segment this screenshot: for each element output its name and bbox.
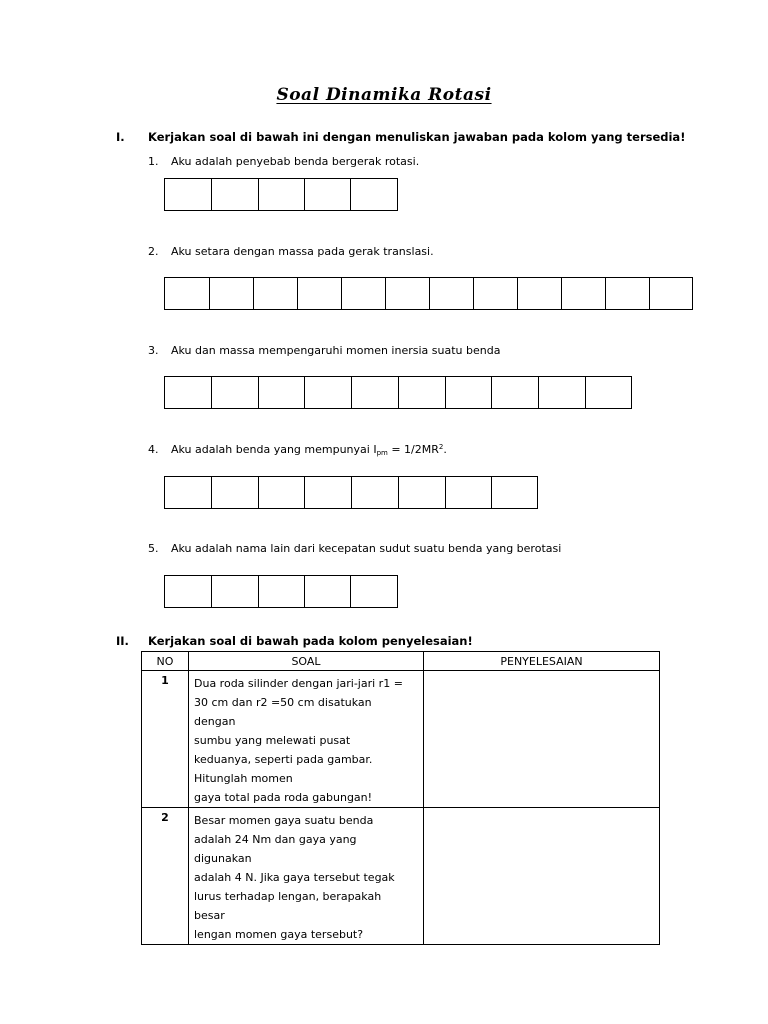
answer-boxes-4 [164, 476, 538, 509]
question-1-number: 1. [148, 155, 159, 168]
answer-box[interactable] [351, 476, 399, 509]
answer-box[interactable] [304, 575, 351, 608]
answer-box[interactable] [164, 376, 212, 409]
answer-box[interactable] [398, 476, 446, 509]
section-2-instruction: Kerjakan soal di bawah pada kolom penyelesaian! [148, 634, 473, 648]
answer-box[interactable] [209, 277, 254, 310]
solution-cell[interactable] [424, 808, 660, 945]
question-4-text-after: . [443, 443, 447, 456]
question-4-text-before: Aku adalah benda yang mempunyai I [171, 443, 377, 456]
answer-box[interactable] [491, 476, 538, 509]
table-row [142, 671, 660, 808]
row-number: 2 [142, 808, 189, 945]
problem-line: keduanya, seperti pada gambar. [194, 753, 373, 766]
answer-box[interactable] [473, 277, 518, 310]
answer-box[interactable] [164, 178, 212, 211]
answer-box[interactable] [258, 376, 305, 409]
answer-box[interactable] [304, 376, 352, 409]
section-1-instruction: Kerjakan soal di bawah ini dengan menuliskan jawaban pada kolom yang tersedia! [148, 130, 686, 144]
answer-boxes-2 [164, 277, 693, 310]
answer-box[interactable] [561, 277, 606, 310]
answer-box[interactable] [491, 376, 539, 409]
row-number: 1 [142, 671, 189, 808]
answer-boxes-5 [164, 575, 398, 608]
answer-box[interactable] [304, 178, 351, 211]
answer-box[interactable] [253, 277, 298, 310]
answer-box[interactable] [304, 476, 352, 509]
question-4-subscript: pm [376, 449, 388, 457]
table-row [142, 808, 660, 945]
question-3-number: 3. [148, 344, 159, 357]
answer-box[interactable] [429, 277, 474, 310]
header-soal: SOAL [189, 652, 424, 671]
problem-line: lurus terhadap lengan, berapakah [194, 890, 382, 903]
answer-box[interactable] [297, 277, 342, 310]
document-title: Soal Dinamika Rotasi [276, 85, 492, 105]
answer-box[interactable] [341, 277, 386, 310]
header-penyelesaian: PENYELESAIAN [424, 652, 660, 671]
question-2-number: 2. [148, 245, 159, 258]
problem-line: lengan momen gaya tersebut? [194, 928, 364, 941]
question-1-text: Aku adalah penyebab benda bergerak rotasi. [171, 155, 420, 168]
question-4-superscript: 2 [438, 443, 444, 451]
problem-text [189, 671, 424, 808]
question-4-text [171, 443, 447, 457]
section-2-number: II. [116, 634, 129, 648]
question-5-text: Aku adalah nama lain dari kecepatan sudut suatu benda yang berotasi [171, 542, 562, 555]
question-5-number: 5. [148, 542, 159, 555]
question-2-text: Aku setara dengan massa pada gerak translasi. [171, 245, 434, 258]
question-3-text: Aku dan massa mempengaruhi momen inersia suatu benda [171, 344, 501, 357]
answer-box[interactable] [164, 575, 212, 608]
answer-boxes-3 [164, 376, 632, 409]
answer-box[interactable] [258, 575, 305, 608]
question-4-number: 4. [148, 443, 159, 456]
problem-text [189, 808, 424, 945]
answer-box[interactable] [649, 277, 693, 310]
problem-line: digunakan [194, 852, 252, 865]
answer-box[interactable] [211, 178, 259, 211]
answer-box[interactable] [385, 277, 430, 310]
problem-line: adalah 4 N. Jika gaya tersebut tegak [194, 871, 395, 884]
header-no: NO [142, 652, 189, 671]
table-header-row [142, 652, 660, 671]
problem-line: sumbu yang melewati pusat [194, 734, 351, 747]
answer-boxes-1 [164, 178, 398, 211]
answer-box[interactable] [164, 277, 210, 310]
problem-line: besar [194, 909, 225, 922]
solution-cell[interactable] [424, 671, 660, 808]
answer-box[interactable] [211, 575, 259, 608]
answer-box[interactable] [538, 376, 586, 409]
problem-line: adalah 24 Nm dan gaya yang [194, 833, 357, 846]
answer-box[interactable] [445, 476, 492, 509]
answer-box[interactable] [211, 476, 259, 509]
problem-line: Hitunglah momen [194, 772, 293, 785]
answer-box[interactable] [445, 376, 492, 409]
question-4-text-mid: = 1/2MR [387, 443, 439, 456]
answer-box[interactable] [585, 376, 632, 409]
answer-box[interactable] [211, 376, 259, 409]
answer-box[interactable] [605, 277, 650, 310]
answer-box[interactable] [258, 476, 305, 509]
problem-line: dengan [194, 715, 236, 728]
answer-box[interactable] [351, 376, 399, 409]
problem-line: Besar momen gaya suatu benda [194, 814, 374, 827]
section-1-number: I. [116, 130, 125, 144]
answer-box[interactable] [517, 277, 562, 310]
problem-line: Dua roda silinder dengan jari-jari r1 = [194, 677, 403, 690]
problem-line: 30 cm dan r2 =50 cm disatukan [194, 696, 372, 709]
problem-line: gaya total pada roda gabungan! [194, 791, 373, 804]
answer-box[interactable] [398, 376, 446, 409]
problem-table [141, 651, 660, 945]
answer-box[interactable] [164, 476, 212, 509]
answer-box[interactable] [258, 178, 305, 211]
answer-box[interactable] [350, 575, 398, 608]
answer-box[interactable] [350, 178, 398, 211]
